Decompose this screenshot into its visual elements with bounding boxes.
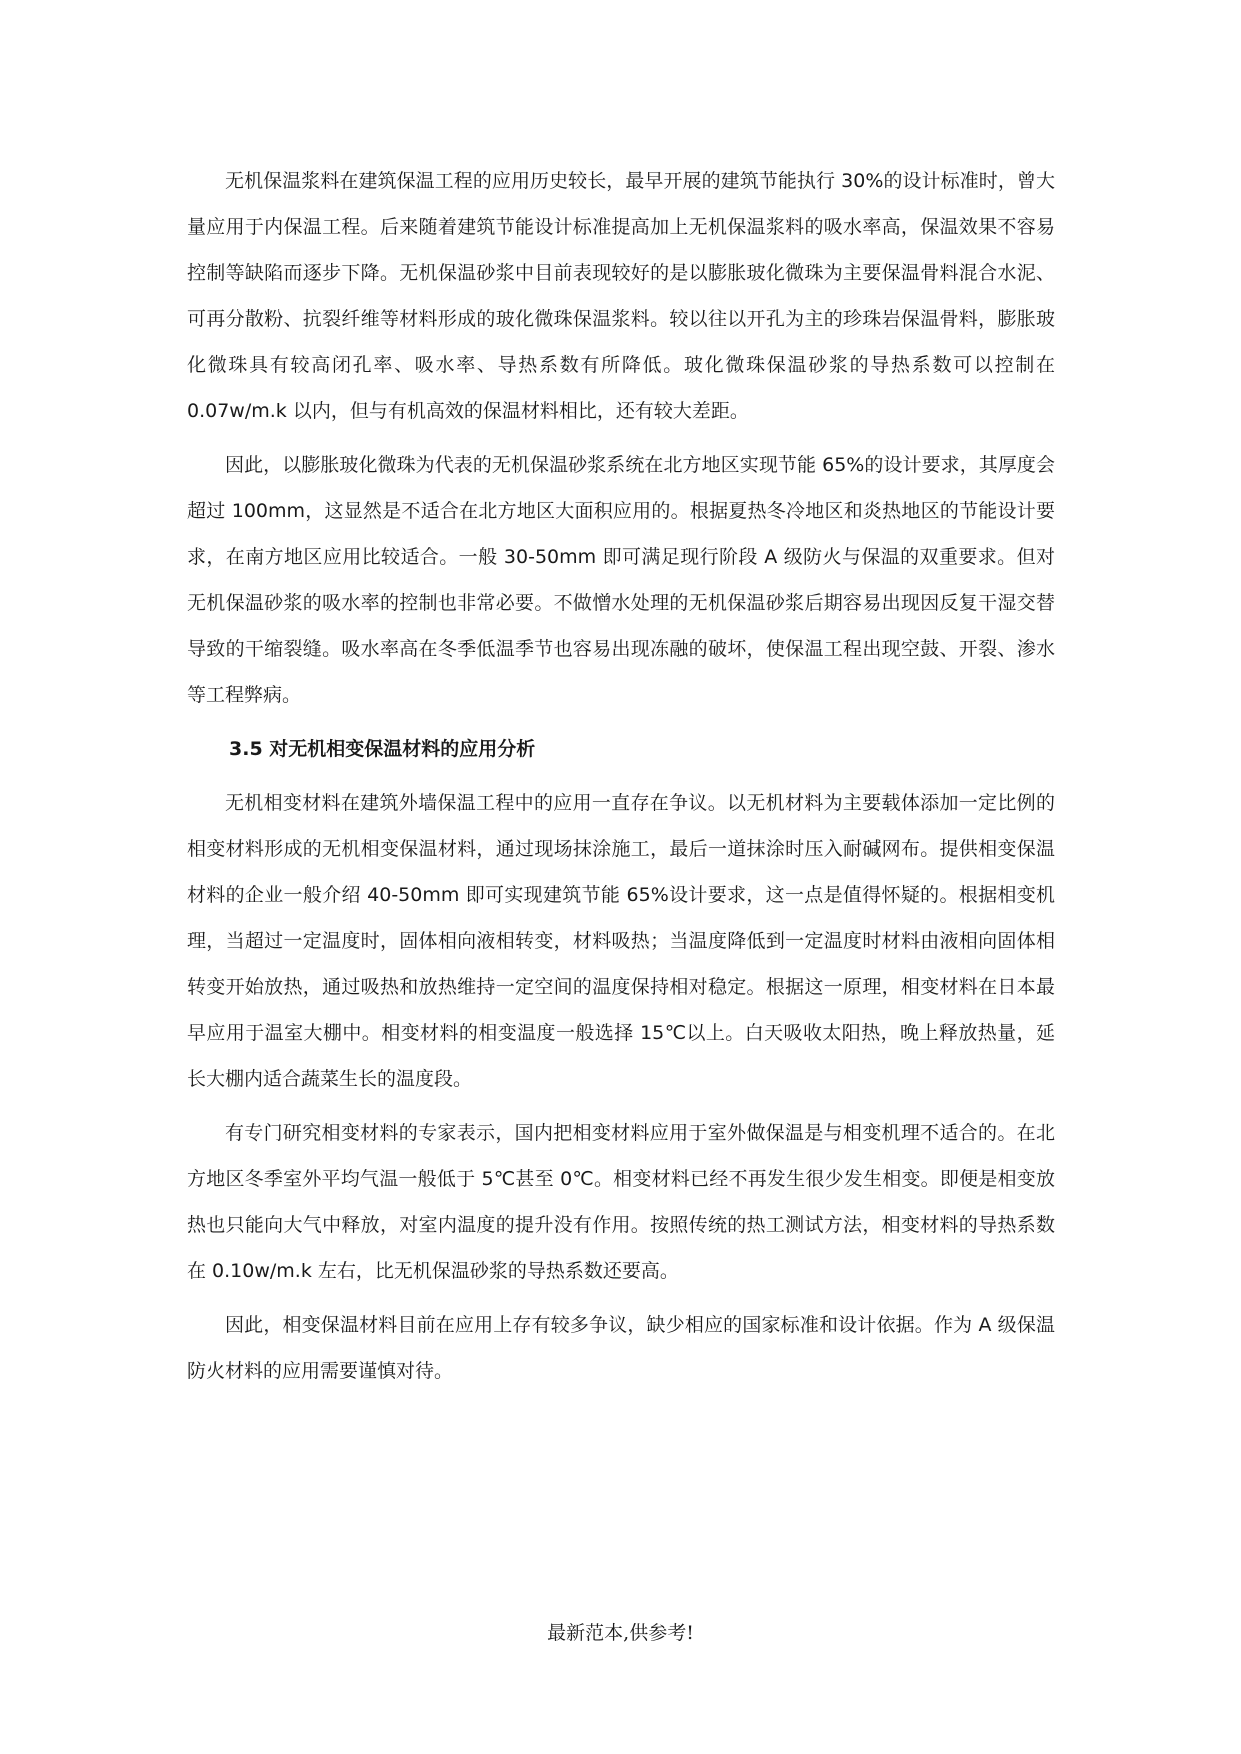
paragraph-inorganic-mortar-history: 无机保温浆料在建筑保温工程的应用历史较长，最早开展的建筑节能执行 30%的设计标准时，曾大量应用于内保温工程。后来随着建筑节能设计标准提高加上无机保温浆料的吸水率高，保温效果不容易控制等缺陷而逐步下降。无机保温砂浆中目前表现较好的是以膨胀玻化微珠为主要保温骨料混合水泥、可再分散粉、抗裂纤维等材料形成的玻化微珠保温浆料。较以往以开孔为主的珍珠岩保温骨料，膨胀玻化微珠具有较高闭孔率、吸水率、导热系数有所降低。玻化微珠保温砂浆的导热系数可以控制在 0.07w/m.k 以内，但与有机高效的保温材料相比，还有较大差距。 <box>187 170 1055 422</box>
page-footer: 最新范本,供参考! <box>547 1622 694 1644</box>
paragraph-phase-change-overview: 无机相变材料在建筑外墙保温工程中的应用一直存在争议。以无机材料为主要载体添加一定比例的相变材料形成的无机相变保温材料，通过现场抹涂施工，最后一道抹涂时压入耐碱网布。提供相变保温材料的企业一般介绍 40-50mm 即可实现建筑节能 65%设计要求，这一点是值得怀疑的。根据相变机理，当超过一定温度时，固体相向液相转变，材料吸热；当温度降低到一定温度时材料由液相向固体相转变开始放热，通过吸热和放热维持一定空间的温度保持相对稳定。根据这一原理，相变材料在日本最早应用于温室大棚中。相变材料的相变温度一般选择 15℃以上。白天吸收太阳热，晚上释放热量，延长大棚内适合蔬菜生长的温度段。 <box>187 792 1055 1090</box>
section-heading: 3.5 对无机相变保温材料的应用分析 <box>229 738 536 760</box>
paragraph-expert-opinion: 有专门研究相变材料的专家表示，国内把相变材料应用于室外做保温是与相变机理不适合的。在北方地区冬季室外平均气温一般低于 5℃甚至 0℃。相变材料已经不再发生很少发生相变。即便是相变放热也只能向大气中释放，对室内温度的提升没有作用。按照传统的热工测试方法，相变材料的导热系数在 0.10w/m.k 左右，比无机保温砂浆的导热系数还要高。 <box>187 1122 1055 1282</box>
paragraph-conclusion: 因此，相变保温材料目前在应用上存有较多争议，缺少相应的国家标准和设计依据。作为 A 级保温防火材料的应用需要谨慎对待。 <box>187 1314 1055 1382</box>
document-body <box>187 158 1055 1402</box>
paragraph-northern-region-application: 因此，以膨胀玻化微珠为代表的无机保温砂浆系统在北方地区实现节能 65%的设计要求，其厚度会超过 100mm，这显然是不适合在北方地区大面积应用的。根据夏热冬冷地区和炎热地区的节能设计要求，在南方地区应用比较适合。一般 30-50mm 即可满足现行阶段 A 级防火与保温的双重要求。但对无机保温砂浆的吸水率的控制也非常必要。不做憎水处理的无机保温砂浆后期容易出现因反复干湿交替导致的干缩裂缝。吸水率高在冬季低温季节也容易出现冻融的破坏，使保温工程出现空鼓、开裂、渗水等工程弊病。 <box>187 454 1055 706</box>
